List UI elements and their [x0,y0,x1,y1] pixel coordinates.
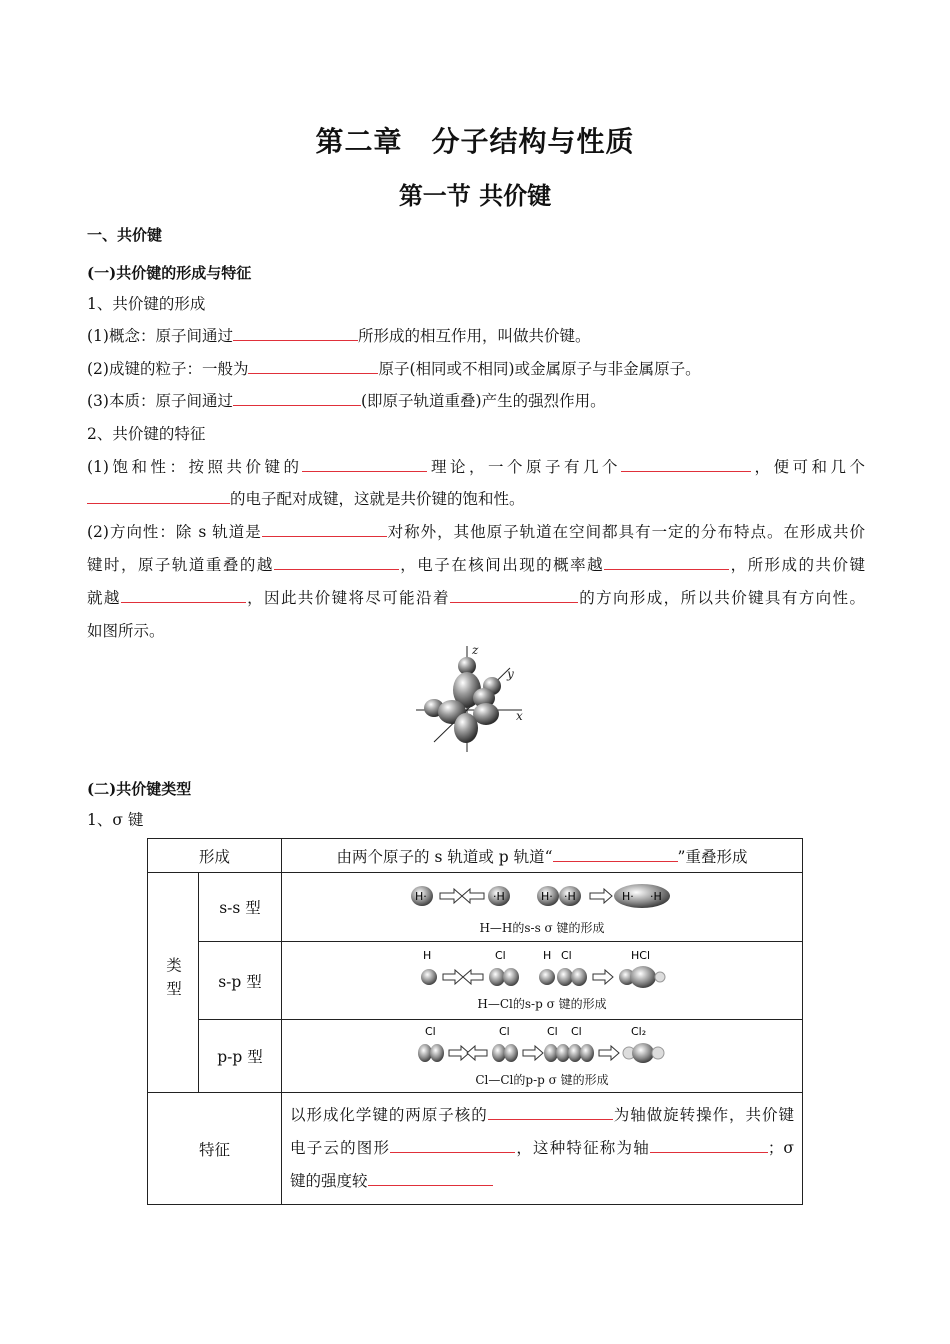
cl-lobe [557,968,573,986]
subheading-formation-features: (一)共价键的形成与特征 [87,264,252,282]
particles-line: (2)成键的粒子：一般为 原子(相同或不相同)或金属原子与非金属原子。 [87,360,701,378]
arrow-left-icon [462,889,484,903]
pp-diagram-cell [282,1020,803,1093]
arrow-right-icon [590,889,612,903]
blank[interactable] [450,587,578,603]
blank[interactable] [248,358,378,374]
sigma-title: 1、σ 键 [87,811,144,829]
row-name-cell: s-s 型 [199,873,282,942]
blank[interactable] [368,1170,493,1186]
atom-label: Cl [571,1024,582,1038]
cl-lobe [544,1044,558,1062]
cl-lobe [580,1044,594,1062]
cl-lobe [492,1044,506,1062]
section-title: 第一节 共价键 [398,181,552,210]
atom-label: H· [414,889,427,903]
saturation-line-2: 的电子配对成键，这就是共价键的饱和性。 [87,487,865,509]
blank[interactable] [650,1137,768,1153]
atom-label: H· [621,889,634,903]
blank[interactable] [233,325,358,341]
table-row [148,873,803,942]
formation-title: 1、共价键的形成 [87,295,206,313]
x-axis-label: x [516,709,523,723]
blank[interactable] [121,587,246,603]
cl-lobe [504,1044,518,1062]
orbital-lobe [454,713,478,743]
arrow-right-icon [523,1046,543,1060]
atom-label: ·H [492,889,505,903]
essence-line: (3)本质：原子间通过 (即原子轨道重叠)产生的强烈作用。 [87,392,606,410]
sp-diagram-cell [282,942,803,1020]
ss-diagram-cell [282,873,803,942]
h-atom [539,969,555,985]
atom-label: Cl [425,1024,436,1038]
atom-label: H [543,949,552,962]
table-row [148,942,803,1020]
atom-label: Cl [495,949,506,962]
blank[interactable] [553,846,678,862]
atom-label: Cl [547,1024,558,1038]
formation-label-cell: 形成 [148,839,282,873]
blank[interactable] [87,488,212,504]
feature-desc-cell [282,1093,803,1205]
cl-lobe [571,968,587,986]
sp-bond-diagram [417,949,667,989]
ss-caption: H—H的s-s σ 键的形成 [479,920,605,935]
ss-bond-diagram [410,879,675,913]
blank[interactable] [302,456,427,472]
blank[interactable] [621,456,751,472]
feature-line-2: 电子云的图形 ，这种特征称为轴 ；σ [290,1139,794,1157]
z-axis-label: z [472,644,479,657]
pp-bond-diagram [417,1025,667,1065]
heading-covalent-bond: 一、共价键 [87,226,163,244]
y-axis-label: y [507,667,514,681]
atom-label: H· [540,889,553,903]
blank[interactable] [488,1104,613,1120]
hcl-lobe [630,966,656,988]
blank[interactable] [274,554,399,570]
feature-line-3: 键的强度较 [290,1165,794,1198]
blank[interactable] [390,1137,515,1153]
sp-caption: H—Cl的s-p σ 键的形成 [477,997,607,1011]
blank[interactable] [604,554,729,570]
direction-line-1: (2)方向性：除 s 轨道是 对称外，其他原子轨道在空间都具有一定的分布特点。在形成共价 [87,523,865,541]
arrow-right-icon [440,889,462,903]
cl-lobe [489,968,505,986]
type-label-cell: 类型 [148,873,199,1093]
direction-line-4: 如图所示。 [87,622,165,640]
atom-label: ·H [563,889,576,903]
arrow-left-icon [463,970,483,984]
arrow-right-icon [599,1046,619,1060]
direction-line-2: 键时，原子轨道重叠的越 ，电子在核间出现的概率越 ，所形成的共价键 [87,556,865,574]
pp-caption: Cl—Cl的p-p σ 键的形成 [475,1072,609,1087]
arrow-right-icon [443,970,463,984]
table-row [148,1093,803,1205]
formation-desc-cell: 由两个原子的 s 轨道或 p 轨道“ ”重叠形成 [282,839,803,873]
chapter-title: 第二章 分子结构与性质 [315,125,635,158]
row-name-cell: p-p 型 [199,1020,282,1093]
arrow-right-icon [593,970,613,984]
atom-label: H [423,949,432,962]
atom-label: Cl₂ [631,1024,647,1038]
cl-lobe [418,1044,432,1062]
feature-line-1: 以形成化学键的两原子核的 为轴做旋转操作，共价键 [290,1106,794,1124]
arrow-left-icon [467,1046,487,1060]
cl-lobe [556,1044,570,1062]
blank[interactable] [233,390,361,406]
atom-label: Cl [499,1024,510,1038]
blank[interactable] [262,521,387,537]
row-name-cell: s-p 型 [199,942,282,1020]
atom-label: Cl [561,949,572,962]
features-title: 2、共价键的特征 [87,425,206,443]
atom-label: HCl [631,949,651,962]
h-atom [421,969,437,985]
orbital-diagram [412,644,532,752]
arrow-right-icon [449,1046,469,1060]
cl-small-lobe [655,972,665,982]
cl-lobe [430,1044,444,1062]
direction-line-3: 就越 ，因此共价键将尽可能沿着 的方向形成，所以共价键具有方向性。 [87,589,865,607]
atom-label: ·H [649,889,662,903]
concept-line: (1)概念：原子间通过 所形成的相互作用，叫做共价键。 [87,327,591,345]
blank-tail [212,488,230,504]
table-row [148,839,803,873]
feature-label-cell: 特征 [148,1093,282,1205]
orbital-lobe [473,703,499,725]
cl2-lobe [632,1043,654,1063]
table-row [148,1020,803,1093]
cl-small-lobe [652,1047,664,1059]
cl-lobe [568,1044,582,1062]
sigma-bond-table [147,838,803,1205]
cl-lobe [503,968,519,986]
saturation-line-1: (1)饱和性：按照共价键的 理论，一个原子有几个 ，便可和几个 [87,458,865,476]
subheading-bond-types: (二)共价键类型 [87,780,192,798]
